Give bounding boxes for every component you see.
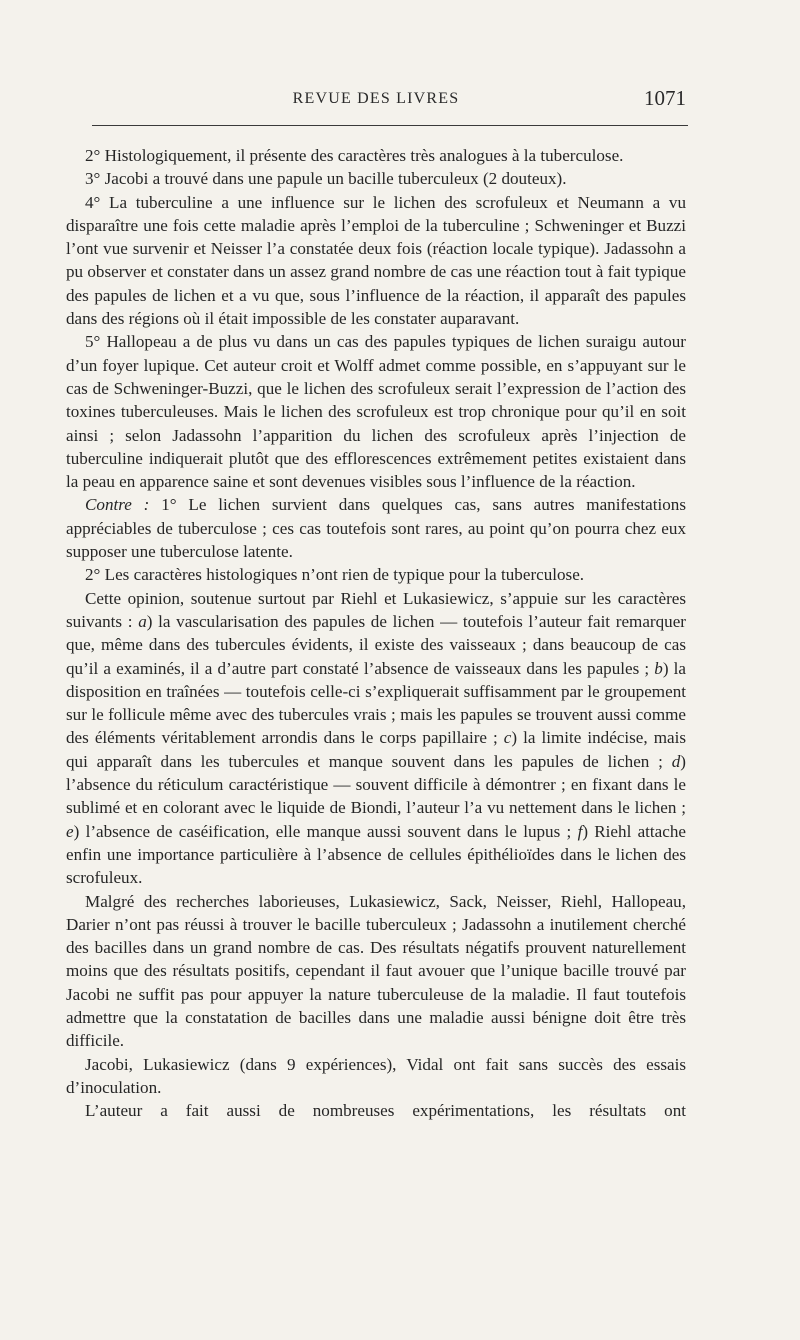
contre-text: 1° Le lichen survient dans quelques cas, sans autres manifestations appréciables de tuberculose ; ces cas toutefois sont rares, au point qu’on pourra chez eux supposer une tuberculose latente.: [66, 495, 686, 562]
body-text: [66, 144, 686, 1122]
text-segment: Cette opinion, soutenue surtout par Riehl et Lukasiewicz, s’appuie sur les caractères suivants :: [66, 588, 686, 631]
page-number: 1071: [644, 86, 686, 110]
text-segment: ) la disposition en traînées — toutefois celle-ci s’expliquerait suffisamment par le groupement sur le follicule même avec des tubercules vrais ; mais les papules se trouvent aussi comme des éléments véritablement arrondis dans le corps papillaire ;: [66, 658, 686, 748]
paragraph-riehl-lukasiewicz: [66, 587, 686, 890]
contre-label: Contre :: [85, 495, 150, 515]
text-segment: ) Riehl attache enfin une importance particulière à l’absence de cellules épithélioïdes dans le lichen des scrofuleux.: [66, 821, 686, 888]
paragraph-histology: 2° Histologiquement, il présente des caractères très analogues à la tuberculose.: [85, 146, 624, 165]
text-segment: ) l’absence de caséification, elle manque aussi souvent dans le lupus ;: [73, 821, 578, 841]
paragraph-experiments: L’auteur a fait aussi de nombreuses expérimentations, les résultats ont: [85, 1101, 686, 1121]
list-marker-f: f: [577, 821, 583, 841]
list-marker-e: e: [66, 821, 74, 841]
paragraph-tuberculin: 4° La tuberculine a une influence sur le lichen des scrofuleux et Neumann a vu disparaître une fois cette maladie après l’emploi de la tuberculine ; Schweninger et Buzzi l’ont vue survenir et Neisser l’a constatée deux fois (réaction locale typique). Jadassohn a pu observer et constater dans un assez grand nombre de cas une réaction tout à fait typique des papules de lichen et a vu que, sous l’influence de la réaction, il apparaît des papules dans des régions où il était impossible de les constater auparavant.: [66, 192, 686, 329]
running-title: REVUE DES LIVRES: [292, 90, 460, 107]
paragraph-hallopeau: 5° Hallopeau a de plus vu dans un cas des papules typiques de lichen suraigu autour d’un foyer lupique. Cet auteur croit et Wolff admet comme possible, en s’appuyant sur le cas de Schweninger-Buzzi, que le lichen des scrofuleux serait l’expression de l’action des toxines tuberculeuses. Mais le lichen des scrofuleux est trop chronique pour qu’il en soit ainsi ; selon Jadassohn l’apparition du lichen des scrofuleux après l’injection de tuberculine indiquerait plutôt que des efflorescences extrêmement petites existaient dans la peau en apparence saine et sont devenues visibles sous l’influence de la réaction.: [66, 332, 686, 492]
paragraph-histological-characters: 2° Les caractères histologiques n’ont rien de typique pour la tuberculose.: [85, 565, 585, 585]
paragraph-contre: [66, 493, 686, 563]
running-header: [66, 86, 686, 114]
text-segment: ) la vascularisation des papules de lichen — toutefois l’auteur fait remarquer que, même dans des tubercules évidents, il existe des vaisseaux ; dans beaucoup de cas qu’il a examinés, il a d’autre part constaté l’absence de vaisseaux dans les papules ;: [66, 611, 686, 678]
paragraph-research: Malgré des recherches laborieuses, Lukasiewicz, Sack, Neisser, Riehl, Hallopeau, Darier n’ont pas réussi à trouver le bacille tuberculeux ; Jadassohn a inutilement cherché des bacilles dans un grand nombre de cas. Des résultats négatifs prouvent naturellement moins que des résultats positifs, cependant il faut avouer que l’unique bacille trouvé par Jacobi ne suffit pas pour appuyer la nature tuberculeuse de la maladie. Il faut toutefois admettre que la constatation de bacilles dans une maladie aussi bénigne doit être très difficile.: [66, 891, 686, 1051]
paragraph-jacobi-bacillus: 3° Jacobi a trouvé dans une papule un bacille tuberculeux (2 douteux).: [85, 169, 567, 189]
list-marker-c: c: [503, 728, 512, 748]
text-segment: ) l’absence du réticulum caractéristique — souvent difficile à démontrer ; en fixant dans le sublimé et en colorant avec le liquide de Biondi, l’auteur l’a vu nettement dans le lichen ;: [66, 751, 686, 818]
list-marker-a: a: [138, 611, 147, 631]
paragraph-inoculation: Jacobi, Lukasiewicz (dans 9 expériences), Vidal ont fait sans succès des essais d’inoculation.: [66, 1054, 686, 1097]
list-marker-d: d: [671, 751, 681, 771]
text-segment: ) la limite indécise, mais qui apparaît dans les tubercules et manque souvent dans les papules de lichen ;: [66, 728, 686, 771]
header-rule: [92, 125, 688, 126]
list-marker-b: b: [654, 658, 663, 678]
